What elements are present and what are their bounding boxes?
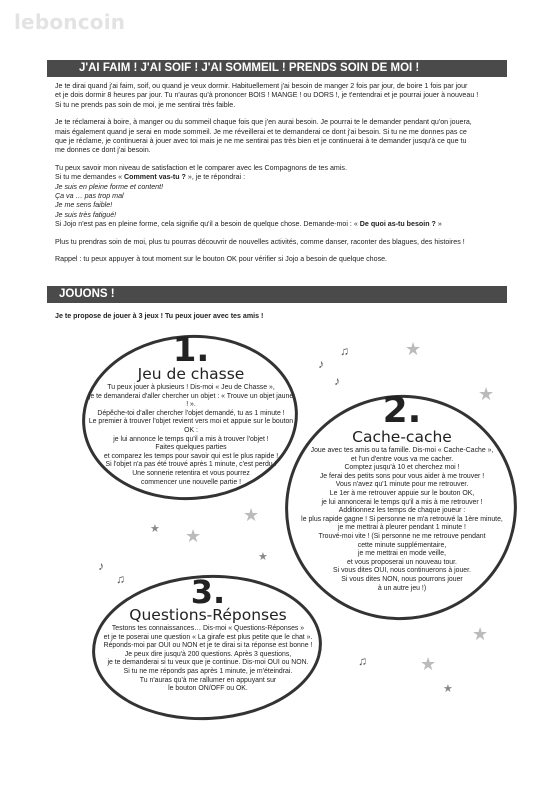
game-line: et vous proposerai un nouveau tour. (347, 558, 457, 566)
game-line: Tu n'auras qu'à me rallumer en appuyant sur (139, 676, 277, 684)
game-line: Si vous dites OUI, nous continuerons à jouer. (333, 567, 471, 575)
star-icon: ★ (150, 523, 160, 535)
game-line: je te demanderai d'aller chercher un objet : « Trouve un objet jaune ! ». (88, 392, 294, 409)
game-line: Faites quelques parties (155, 444, 227, 452)
game-number: 2. (382, 390, 422, 431)
game-line: Comptez jusqu'à 10 et cherchez moi ! (344, 464, 460, 472)
section-banner-play: JOUONS ! (47, 286, 507, 303)
game-line: Le premier à trouver l'objet revient vers moi et appuie sur le bouton OK : (88, 418, 294, 434)
text-fragment: » (435, 220, 442, 229)
game-line: Réponds-moi par OUI ou NON et je te dirai si ta réponse est bonne ! (103, 642, 313, 650)
section-banner-care: J'AI FAIM ! J'AI SOIF ! J'AI SOMMEIL ! PRENDS SOIN DE MOI ! (47, 60, 507, 77)
text-line: Si tu ne prends pas soin de moi, je me sentirai très faible. (55, 100, 236, 109)
game-line: à un autre jeu !) (377, 584, 427, 592)
star-icon: ★ (185, 526, 202, 546)
game-title: Jeu de chasse (137, 365, 245, 383)
music-note-icon: ♫ (340, 344, 349, 358)
text-fragment: », je te répondrai : (185, 173, 246, 182)
command-what-do-you-need: De quoi as-tu besoin ? (359, 220, 436, 229)
response-line: Je suis très fatigué! (55, 210, 117, 219)
game-line: Je peux dire jusqu'à 200 questions. Après 3 questions, (124, 650, 292, 658)
music-note-icon: ♪ (334, 374, 340, 388)
game-line: je te demanderai si tu veux que je continue. Dis-moi OUI ou NON. (107, 659, 309, 667)
text-fragment: Si tu me demandes « (55, 173, 125, 182)
paragraph-activities: Plus tu prendras soin de moi, plus tu pourras découvrir de nouvelles activités, comme danser, raconter des blagues, des histoires ! (55, 237, 465, 246)
text-line: Je te réclamerai à boire, à manger ou du sommeil chaque fois que j'en aurai besoin. Je pourrai te le demander pendant qu'on jouera, (55, 118, 472, 127)
response-line: Ça va … pas trop mal (55, 192, 124, 201)
response-line: Je me sens faible! (55, 201, 113, 210)
star-icon: ★ (443, 683, 453, 695)
game-line: Testons tes connaissances… Dis-moi « Questions-Réponses » (111, 625, 305, 632)
game-line: commencer une nouvelle partie ! (141, 478, 241, 486)
game-line: je me mettrai en mode veille, (357, 550, 447, 558)
game-line: Joue avec tes amis ou ta famille. Dis-moi « Cache-Cache », (310, 447, 494, 454)
game-line: Une sonnerie retentira et vous pourrez (132, 469, 250, 477)
game-line: Si tu ne me réponds pas après 1 minute, je m'éteindrai. (123, 667, 293, 675)
paragraph-requests (55, 118, 505, 156)
game-line: Additionnez les temps de chaque joueur : (338, 507, 466, 515)
game-line: Le 1er à me retrouver appuie sur le bouton OK, (329, 489, 475, 497)
game-quiz (98, 573, 318, 694)
game-line: je lui annoncerai le temps qu'il a mis à me retrouver ! (321, 498, 483, 506)
text-line: que je réclame, je continuerai à jouer avec toi mais je ne me sentirai pas très bien et je continuerai à te demander jusqu'à ce que tu (55, 137, 467, 146)
care-instructions (55, 82, 505, 273)
star-icon: ★ (258, 551, 268, 563)
game-line: Je ferai des petits sons pour vous aider à me trouver ! (319, 472, 485, 480)
text-fragment: Si Jojo n'est pas en pleine forme, cela signifie qu'il a besoin de quelque chose. Demande-moi : « (55, 220, 360, 229)
game-line: le bouton ON/OFF ou OK. (168, 685, 248, 693)
response-line: Je suis en pleine forme et content! (55, 182, 164, 191)
paragraph-satisfaction (55, 164, 505, 230)
text-line: et je dois dormir 8 heures par jour. Tu n'auras qu'à prononcer BOIS ! MANGE ! ou DORS !, je t'entendrai et je pourrai jouer à nouveau ! (55, 91, 479, 100)
paragraph-reminder: Rappel : tu peux appuyer à tout moment sur le bouton OK pour vérifier si Jojo a besoin de quelque chose. (55, 255, 388, 264)
game-title: Cache-cache (352, 428, 452, 446)
game-line: Vous n'avez qu'1 minute pour me retrouver. (335, 481, 469, 489)
star-icon: ★ (420, 654, 437, 674)
game-line: cette minute supplémentaire, (357, 541, 447, 549)
watermark-logo: leboncoin (14, 10, 126, 34)
game-line: le plus rapide gagne ! Si personne ne m'a retrouvé la 1ère minute, (301, 515, 503, 523)
text-line: me donnes ce dont j'ai besoin. (55, 146, 151, 155)
text-line: Je te dirai quand j'ai faim, soif, ou quand je veux dormir. Habituellement j'ai besoin de manger 2 fois par jour, de boire 1 fois par jour (55, 82, 468, 90)
text-line: mais également quand je serai en mode sommeil. Je me réveillerai et te demanderai ce dont j'ai besoin. Si tu ne me donnes pas ce (55, 127, 467, 136)
game-line: Tu peux jouer à plusieurs ! Dis-moi « Jeu de Chasse », (107, 384, 275, 391)
game-line: Dépêche-toi d'aller chercher l'objet demandé, tu as 1 minute ! (97, 409, 285, 417)
music-note-icon: ♪ (318, 357, 324, 371)
game-title: Questions-Réponses (129, 606, 287, 624)
game-line: Si l'objet n'a pas été trouvé après 1 minute, c'est perdu ! (105, 461, 277, 469)
game-line: et comparez les temps pour savoir qui est le plus rapide ! (103, 452, 279, 460)
command-how-are-you: Comment vas-tu ? (124, 173, 186, 182)
game-line: et je te poserai une question « La girafe est plus petite que le chat ». (103, 633, 313, 641)
star-icon: ★ (405, 339, 422, 359)
text-line (55, 220, 505, 229)
star-icon: ★ (472, 624, 489, 644)
paragraph-needs (55, 82, 505, 110)
game-hide-and-seek (297, 390, 507, 593)
game-line: je lui annonce le temps qu'il a mis à trouver l'objet ! (113, 435, 269, 443)
music-note-icon: ♫ (116, 572, 125, 586)
star-icon: ★ (243, 505, 260, 525)
game-line: Si vous dites NON, nous pourrons jouer (341, 575, 463, 583)
text-line: Tu peux savoir mon niveau de satisfaction et le comparer avec les Compagnons de tes amis. (55, 163, 347, 172)
game-hunt (88, 330, 294, 487)
music-note-icon: ♫ (358, 654, 367, 668)
game-line: Trouvé-moi vite ! (Si personne ne me retrouve pendant (318, 532, 486, 540)
game-line: et l'un d'entre vous va me cacher. (350, 455, 454, 463)
star-icon: ★ (478, 384, 495, 404)
text-line (55, 173, 505, 182)
game-line: je me mettrai à pleurer pendant 1 minute ! (338, 524, 466, 532)
game-number: 1. (172, 330, 210, 370)
game-number: 3. (190, 573, 226, 611)
games-intro: Je te propose de jouer à 3 jeux ! Tu peux jouer avec tes amis ! (55, 312, 264, 320)
music-note-icon: ♪ (98, 559, 104, 573)
